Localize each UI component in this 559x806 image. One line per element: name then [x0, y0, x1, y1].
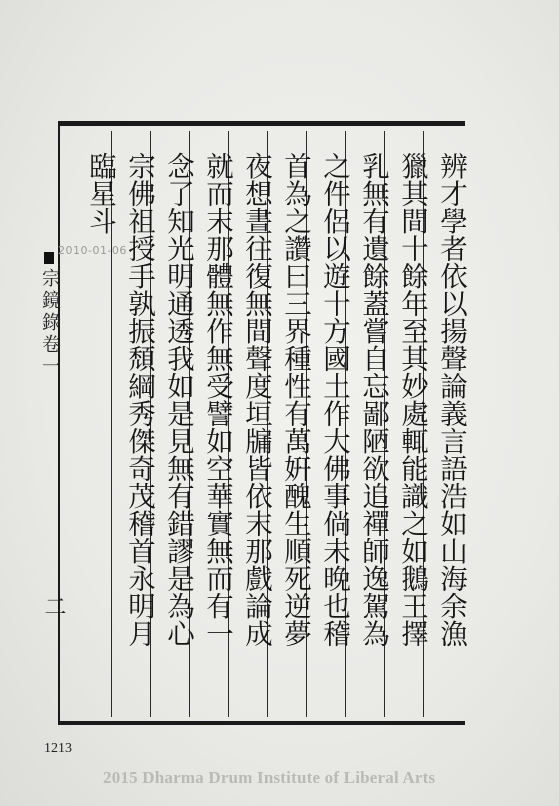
margin-title: 宗鏡錄卷一: [39, 268, 61, 378]
text-column-7: 就而末那體無作無受譬如空華實無而有一: [201, 152, 233, 647]
text-column-6: 夜想晝往復無間聲度垣牖皆依末那戲論成: [240, 152, 272, 647]
text-column-1: 辨才學者依以揚聲論義言語浩如山海余漁: [435, 152, 467, 647]
folio-mark: 二: [41, 595, 66, 617]
copyright-watermark: 2015 Dharma Drum Institute of Liberal Arts: [103, 768, 436, 787]
text-column-10: 臨星斗: [84, 152, 116, 235]
text-column-4: 之件侶以遊十方國土作大佛事倘未晚也稽: [318, 152, 350, 647]
page-number: 1213: [44, 741, 72, 756]
text-column-5: 首為之讚曰三界種性有萬姸醜生順死逆夢: [279, 152, 311, 647]
text-column-2: 獵其間十餘年至其妙處輒能識之如鵝王擇: [396, 152, 428, 647]
date-watermark: 2010-01-06: [58, 244, 127, 257]
text-column-8: 念了知光明通透我如是見無有錯謬是為心: [162, 152, 194, 647]
text-column-9: 宗佛祖授手孰振頹綱秀傑奇茂稽首永明月: [123, 152, 155, 647]
text-column-3: 乳無有遺餘蓋嘗自忘鄙陋欲追禪師逸駕為: [357, 152, 389, 647]
